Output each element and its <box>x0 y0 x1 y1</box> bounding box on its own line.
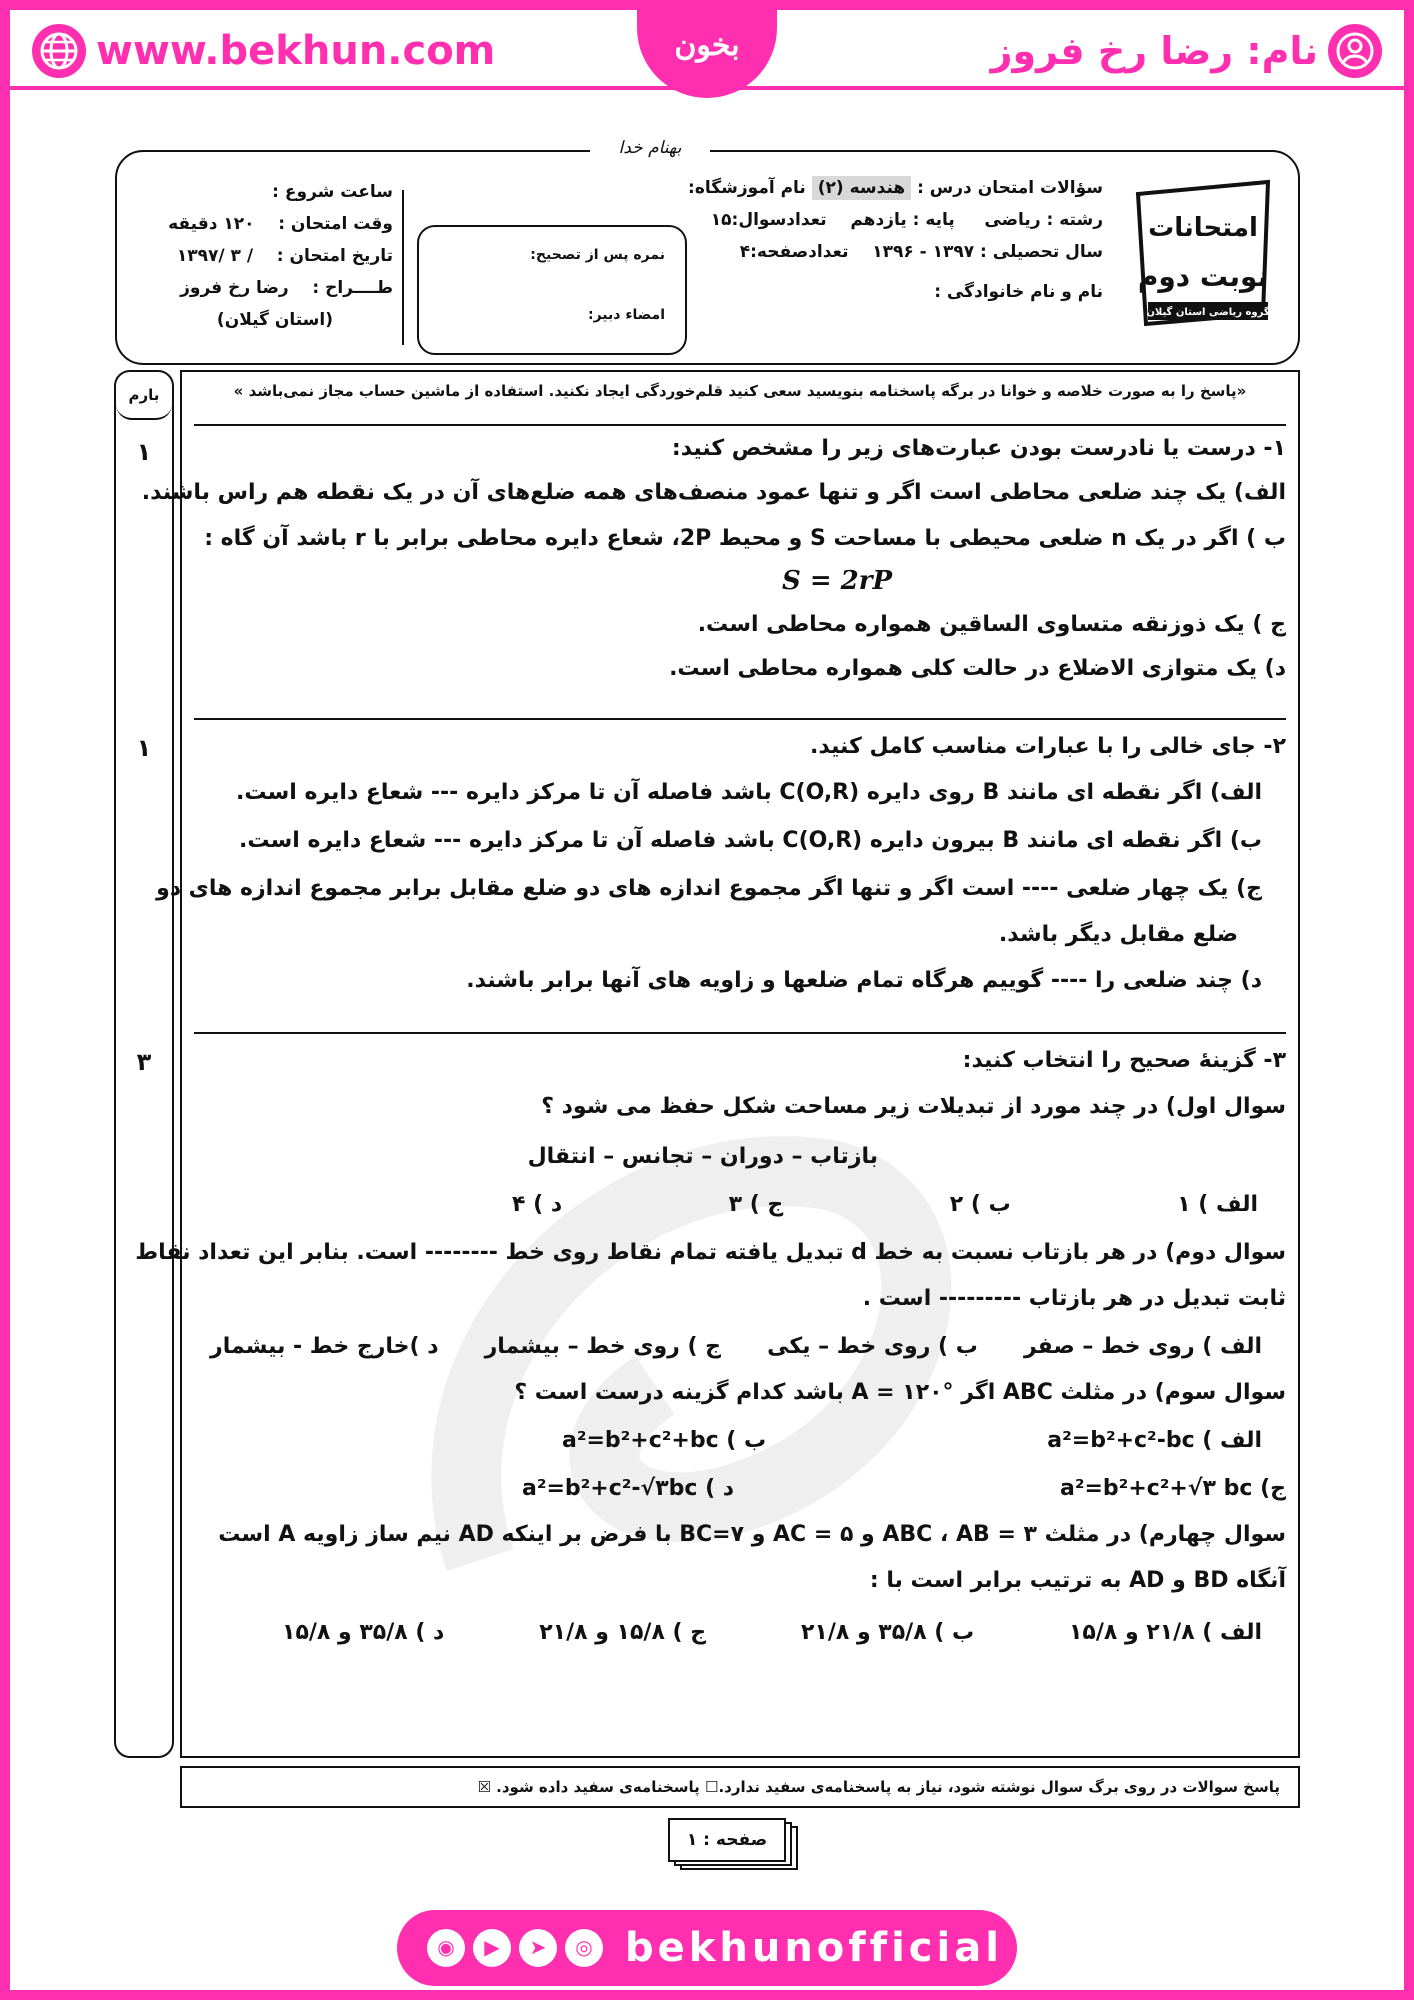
q3-sub2-line2: ثابت تبدیل در هر بازتاب --------- است . <box>862 1286 1286 1311</box>
q3-sub4-option-c[interactable]: ج ) ۱۵/۸ و ۲۱/۸ <box>539 1620 707 1645</box>
q3-sub3: سوال سوم) در مثلث ABC اگر A = ۱۲۰° باشد کدام گزینه درست است ؟ <box>514 1380 1286 1405</box>
q3-sub2-option-b[interactable]: ب ) روی خط – یکی <box>767 1334 978 1359</box>
q3-sub3-option-d[interactable]: د ) a²=b²+c²-√۳bc <box>522 1476 735 1501</box>
course-name: هندسه (۲) <box>812 176 911 200</box>
q3-title: ۳- گزینهٔ صحیح را انتخاب کنید: <box>962 1048 1286 1073</box>
answer-sheet-note: پاسخ سوالات در روی برگ سوال نوشته شود، نیاز به پاسخنامه‌ی سفید ندارد.☐ پاسخنامه‌ی سفید داده شود. ☒ <box>180 1766 1300 1808</box>
designer-label: طــــراح : <box>312 278 393 298</box>
user-icon <box>1328 24 1382 78</box>
student-name-text: نام: رضا رخ فروز <box>990 29 1318 73</box>
q1-item-c: ج ) یک ذوزنقه متساوی الساقین همواره محاطی است. <box>697 612 1286 637</box>
site-url[interactable] <box>32 24 495 78</box>
field: رشته : ریاضی <box>984 210 1103 230</box>
score-q1: ۱ <box>136 438 152 466</box>
q3-sub4-option-d[interactable]: د ) ۳۵/۸ و ۱۵/۸ <box>282 1620 445 1645</box>
exam-info-box <box>115 150 1300 365</box>
q2-item-d: د) چند ضلعی را ---- گوییم هرگاه تمام ضلعها و زاویه های آنها برابر باشند. <box>466 968 1262 993</box>
q3-sub2-option-a[interactable]: الف ) روی خط – صفر <box>1023 1334 1262 1359</box>
province: (استان گیلان) <box>216 310 333 330</box>
seal-caption: گروه ریاضی استان گیلان <box>1146 307 1270 318</box>
q2-item-c-line2: ضلع مقابل دیگر باشد. <box>998 922 1238 947</box>
social-handle: bekhunofficial <box>625 1925 1003 1971</box>
logo-text: بخون <box>674 28 740 63</box>
course-label: سؤالات امتحان درس : <box>917 178 1103 198</box>
q3-sub2-option-d[interactable]: د )خارج خط - بیشمار <box>210 1334 439 1359</box>
course-info <box>688 172 1103 308</box>
q3-sub3-option-c[interactable]: ج) a²=b²+c²+√۳ bc <box>1060 1476 1286 1501</box>
exam-duration: ۱۲۰ دقیقه <box>168 214 255 234</box>
q3-sub4-option-b[interactable]: ب ) ۳۵/۸ و ۲۱/۸ <box>800 1620 975 1645</box>
page-count: تعدادصفحه:۴ <box>739 242 849 262</box>
site-url-text: www.bekhun.com <box>96 28 496 74</box>
school-year: سال تحصیلی : ۱۳۹۷ - ۱۳۹۶ <box>872 242 1103 262</box>
institute-label: نام آموزشگاه: <box>688 178 806 198</box>
page-number <box>668 1818 798 1870</box>
exam-date: / ۳ /۱۳۹۷ <box>176 246 254 266</box>
score-q2: ۱ <box>136 734 152 762</box>
grade-level: پایه : یازدهم <box>850 210 955 230</box>
q3-sub3-option-b[interactable]: ب ) a²=b²+c²+bc <box>562 1428 767 1453</box>
student-name <box>991 24 1382 78</box>
q3-sub4-options <box>282 1620 1262 1645</box>
barem-header: بارم <box>116 372 172 420</box>
q1-title: ۱- درست یا نادرست بودن عبارت‌های زیر را مشخص کنید: <box>671 436 1286 461</box>
podcast-icon[interactable]: ◉ <box>427 1929 465 1967</box>
q3-sub1-transforms: بازتاب – دوران – تجانس – انتقال <box>527 1144 878 1169</box>
question-count: تعدادسوال:۱۵ <box>710 210 827 230</box>
q1-item-d: د) یک متوازی الاضلاع در حالت کلی همواره محاطی است. <box>669 656 1286 681</box>
bismillah: بهنام خدا <box>590 138 710 158</box>
q3-sub1: سوال اول) در چند مورد از تبدیلات زیر مساحت شکل حفظ می شود ؟ <box>541 1094 1286 1119</box>
info-divider <box>402 190 404 345</box>
q3-sub1-options <box>512 1192 1258 1217</box>
q2-title: ۲- جای خالی را با عبارات مناسب کامل کنید. <box>810 734 1286 759</box>
q3-sub2-options <box>210 1334 1262 1359</box>
exam-notice: «پاسخ را به صورت خلاصه و خوانا در برگه پاسخنامه بنویسید سعی کنید قلم‌خوردگی ایجاد نکنید. استفاده از ماشین حساب مجاز نمی‌باشد » <box>233 382 1247 400</box>
instagram-icon[interactable]: ◎ <box>565 1929 603 1967</box>
teacher-signature: امضاء دبیر: <box>587 307 665 323</box>
seal-line-2: نوبت دوم <box>1137 260 1269 293</box>
exam-duration-label: وقت امتحان : <box>278 214 393 234</box>
barem-column <box>114 370 174 1758</box>
notice-rule <box>194 424 1286 426</box>
family-name-field[interactable]: نام و نام خانوادگی : <box>934 282 1103 302</box>
q3-sub4-line1: سوال چهارم) در مثلث ABC ، AB = ۳ و AC = ۵ و BC=۷ با فرض بر اینکه AD نیم ساز زاویه A است <box>218 1522 1286 1547</box>
q3-sub2-option-c[interactable]: ج ) روی خط – بیشمار <box>484 1334 722 1359</box>
start-time: ساعت شروع : <box>272 182 393 202</box>
q2-item-b: ب) اگر نقطه ای مانند B بیرون دایره C(O,R) باشد فاصله آن تا مرکز دایره --- شعاع دایره است. <box>239 828 1262 853</box>
designer: رضا رخ فروز <box>180 278 289 298</box>
grade-after-correction: نمره پس از تصحیح: <box>530 247 665 263</box>
q3-sub3-options-row2 <box>522 1476 1286 1501</box>
globe-icon <box>32 24 86 78</box>
q3-sub1-option-d[interactable]: د ) ۴ <box>512 1192 563 1217</box>
separator-1 <box>194 718 1286 720</box>
q1-item-b: ب ) اگر در یک n ضلعی محیطی با مساحت S و محیط 2P، شعاع دایره محاطی برابر با r باشد آن گاه : <box>204 526 1286 551</box>
page-label: صفحه : ۱ <box>668 1818 786 1862</box>
exam-date-label: تاریخ امتحان : <box>276 246 393 266</box>
q3-sub4-line2: آنگاه BD و AD به ترتیب برابر است با : <box>869 1568 1286 1593</box>
q3-sub3-option-a[interactable]: الف ) a²=b²+c²-bc <box>1047 1428 1262 1453</box>
youtube-icon[interactable]: ▶ <box>473 1929 511 1967</box>
social-bar[interactable] <box>397 1910 1017 1986</box>
q2-item-c-line1: ج) یک چهار ضلعی ---- است اگر و تنها اگر مجموع اندازه های دو ضلع مقابل برابر مجموع اندازه های دو <box>156 876 1262 901</box>
separator-2 <box>194 1032 1286 1034</box>
q3-sub3-options-row1 <box>562 1428 1262 1453</box>
time-info <box>143 176 393 336</box>
q1-formula: S = 2rP <box>782 566 893 596</box>
telegram-icon[interactable]: ➤ <box>519 1929 557 1967</box>
q3-sub2-line1: سوال دوم) در هر بازتاب نسبت به خط d تبدیل یافته تمام نقاط روی خط -------- است. بنابر این تعداد نقاط <box>135 1240 1286 1265</box>
q3-sub1-option-a[interactable]: الف ) ۱ <box>1177 1192 1258 1217</box>
q3-sub4-option-a[interactable]: الف ) ۲۱/۸ و ۱۵/۸ <box>1068 1620 1262 1645</box>
exam-seal-logo <box>1128 174 1278 339</box>
q2-item-a: الف) اگر نقطه ای مانند B روی دایره C(O,R) باشد فاصله آن تا مرکز دایره --- شعاع دایره است. <box>235 780 1262 805</box>
score-q3: ۳ <box>136 1048 152 1076</box>
seal-line-1: امتحانات <box>1148 213 1258 243</box>
q3-sub1-option-c[interactable]: ج ) ۳ <box>728 1192 784 1217</box>
q1-item-a: الف) یک چند ضلعی محاطی است اگر و تنها عمود منصف‌های همه ضلع‌های آن در یک نقطه هم راس باشند. <box>141 480 1286 505</box>
grade-box <box>417 225 687 355</box>
q3-sub1-option-b[interactable]: ب ) ۲ <box>949 1192 1011 1217</box>
